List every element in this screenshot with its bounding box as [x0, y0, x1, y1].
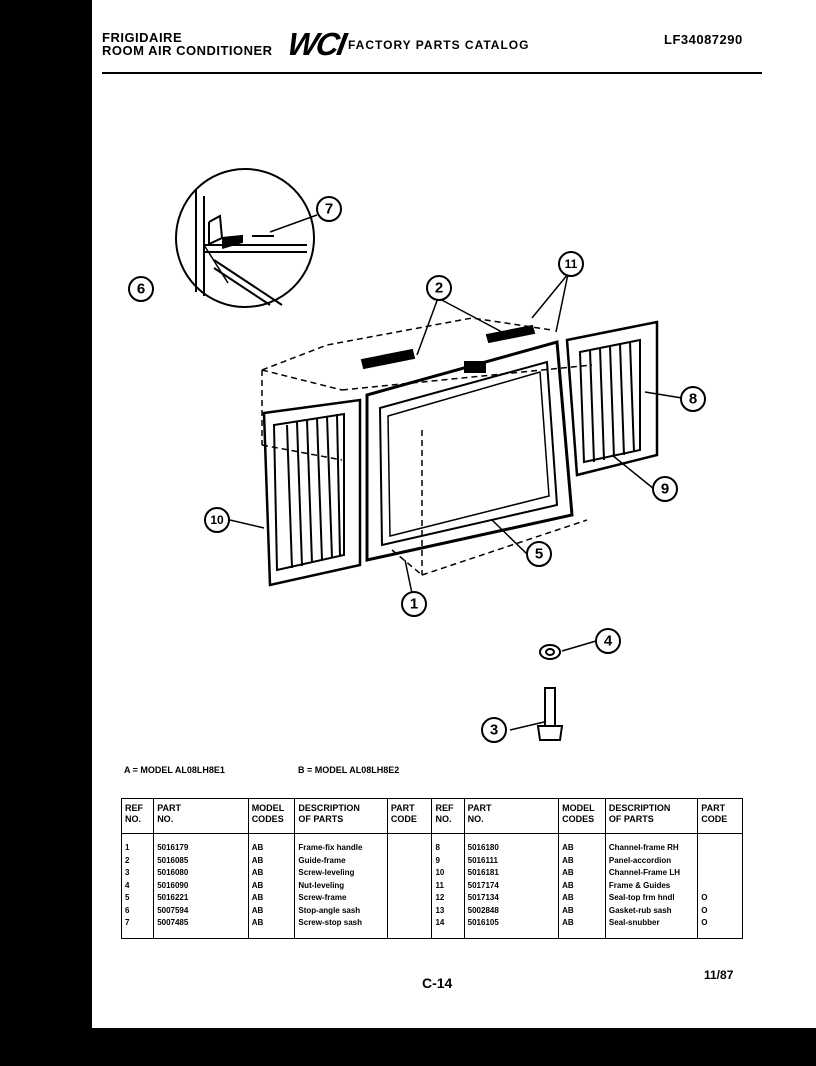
cell-ref2: 12	[432, 892, 464, 905]
cell-ref: 5	[122, 892, 154, 905]
page-number: C-14	[422, 975, 453, 991]
cell-code	[387, 867, 432, 880]
cell-part2: 5017134	[464, 892, 559, 905]
catalog-page	[92, 0, 816, 1028]
cell-code	[387, 834, 432, 855]
cell-ref2: 8	[432, 834, 464, 855]
front-frame	[367, 342, 572, 560]
catalog-date: 11/87	[704, 968, 734, 982]
cell-part2: 5016181	[464, 867, 559, 880]
cell-model: AB	[248, 855, 295, 868]
cell-code	[387, 905, 432, 918]
cell-part2: 5016105	[464, 917, 559, 938]
cell-ref: 7	[122, 917, 154, 938]
cell-model: AB	[248, 917, 295, 938]
table-row	[122, 855, 743, 868]
model-b-legend: B = MODEL AL08LH8E2	[298, 765, 400, 775]
cell-part2: 5017174	[464, 880, 559, 893]
model-a-legend: A = MODEL AL08LH8E1	[124, 765, 225, 775]
cell-desc2: Channel-Frame LH	[605, 867, 697, 880]
cell-code2	[698, 880, 743, 893]
leveling-screw	[538, 688, 562, 740]
cell-ref2: 11	[432, 880, 464, 893]
header-desc: DESCRIPTION OF PARTS	[295, 799, 387, 834]
callout-6: 6	[136, 280, 146, 298]
cell-model2: AB	[559, 905, 606, 918]
header-desc-2: DESCRIPTION OF PARTS	[605, 799, 697, 834]
cell-desc2: Seal-top frm hndl	[605, 892, 697, 905]
cell-code2	[698, 867, 743, 880]
cell-ref: 2	[122, 855, 154, 868]
cell-ref: 1	[122, 834, 154, 855]
cell-desc2: Panel-accordion	[605, 855, 697, 868]
brand-name: FRIGIDAIRE	[102, 30, 183, 45]
cell-desc: Nut-leveling	[295, 880, 387, 893]
table-row	[122, 917, 743, 938]
cell-model: AB	[248, 880, 295, 893]
catalog-title: FACTORY PARTS CATALOG	[348, 38, 530, 52]
cell-model: AB	[248, 867, 295, 880]
cell-part: 5016080	[154, 867, 249, 880]
cell-model2: AB	[559, 834, 606, 855]
exploded-parts-diagram	[92, 0, 816, 760]
callout-5: 5	[534, 545, 544, 563]
cell-desc2: Seal-snubber	[605, 917, 697, 938]
header-code-2: PART CODE	[698, 799, 743, 834]
cell-part2: 5016180	[464, 834, 559, 855]
cell-ref2: 9	[432, 855, 464, 868]
right-accordion-panel	[567, 322, 657, 475]
header-ref: REF NO.	[122, 799, 154, 834]
cell-code2: O	[698, 892, 743, 905]
cell-code	[387, 892, 432, 905]
parts-table	[121, 798, 743, 939]
table-row	[122, 834, 743, 855]
cell-model2: AB	[559, 892, 606, 905]
cell-code	[387, 880, 432, 893]
cell-part2: 5016111	[464, 855, 559, 868]
cell-part: 5016221	[154, 892, 249, 905]
callout-7: 7	[324, 200, 334, 218]
header-part: PART NO.	[154, 799, 249, 834]
cell-desc: Frame-fix handle	[295, 834, 387, 855]
parts-table-header	[122, 799, 743, 834]
header-code: PART CODE	[387, 799, 432, 834]
cell-model2: AB	[559, 855, 606, 868]
cell-code2: O	[698, 917, 743, 938]
cell-desc: Guide-frame	[295, 855, 387, 868]
cell-code2	[698, 834, 743, 855]
cell-model: AB	[248, 892, 295, 905]
cell-ref2: 10	[432, 867, 464, 880]
cell-desc: Stop-angle sash	[295, 905, 387, 918]
header-part-2: PART NO.	[464, 799, 559, 834]
table-row	[122, 905, 743, 918]
callout-1: 1	[409, 595, 419, 613]
callout-10: 10	[210, 513, 224, 527]
leveling-nut	[540, 645, 560, 659]
cell-desc2: Channel-frame RH	[605, 834, 697, 855]
header-model: MODEL CODES	[248, 799, 295, 834]
cell-ref: 3	[122, 867, 154, 880]
cell-desc: Screw-leveling	[295, 867, 387, 880]
cell-model2: AB	[559, 917, 606, 938]
callout-2: 2	[434, 279, 444, 297]
product-line: ROOM AIR CONDITIONER	[102, 43, 273, 58]
guide-strip-left	[362, 350, 414, 368]
cell-code2: O	[698, 905, 743, 918]
cell-part: 5016179	[154, 834, 249, 855]
table-row	[122, 867, 743, 880]
cell-ref: 4	[122, 880, 154, 893]
cell-desc2: Gasket-rub sash	[605, 905, 697, 918]
cell-part: 5016085	[154, 855, 249, 868]
callout-bubbles	[129, 197, 705, 742]
wci-logo: WCI	[284, 26, 348, 62]
cell-part: 5007594	[154, 905, 249, 918]
cell-model: AB	[248, 834, 295, 855]
callout-4: 4	[603, 632, 613, 650]
left-accordion-panel	[264, 400, 360, 585]
cell-ref2: 13	[432, 905, 464, 918]
cell-model2: AB	[559, 867, 606, 880]
cell-part2: 5002848	[464, 905, 559, 918]
cell-part: 5007485	[154, 917, 249, 938]
table-row	[122, 880, 743, 893]
cell-ref2: 14	[432, 917, 464, 938]
cell-model2: AB	[559, 880, 606, 893]
header-model-2: MODEL CODES	[559, 799, 606, 834]
cell-part: 5016090	[154, 880, 249, 893]
header-ref-2: REF NO.	[432, 799, 464, 834]
cell-code	[387, 855, 432, 868]
callout-3: 3	[489, 721, 499, 739]
cell-desc: Screw-stop sash	[295, 917, 387, 938]
callout-11: 11	[564, 257, 578, 271]
document-number: LF34087290	[664, 32, 743, 47]
cell-desc2: Frame & Guides	[605, 880, 697, 893]
detail-window-corner	[196, 190, 307, 305]
table-row	[122, 892, 743, 905]
callout-9: 9	[660, 480, 670, 498]
cell-ref: 6	[122, 905, 154, 918]
callout-8: 8	[688, 390, 698, 408]
cell-code2	[698, 855, 743, 868]
cell-desc: Screw-frame	[295, 892, 387, 905]
cell-model: AB	[248, 905, 295, 918]
cell-code	[387, 917, 432, 938]
